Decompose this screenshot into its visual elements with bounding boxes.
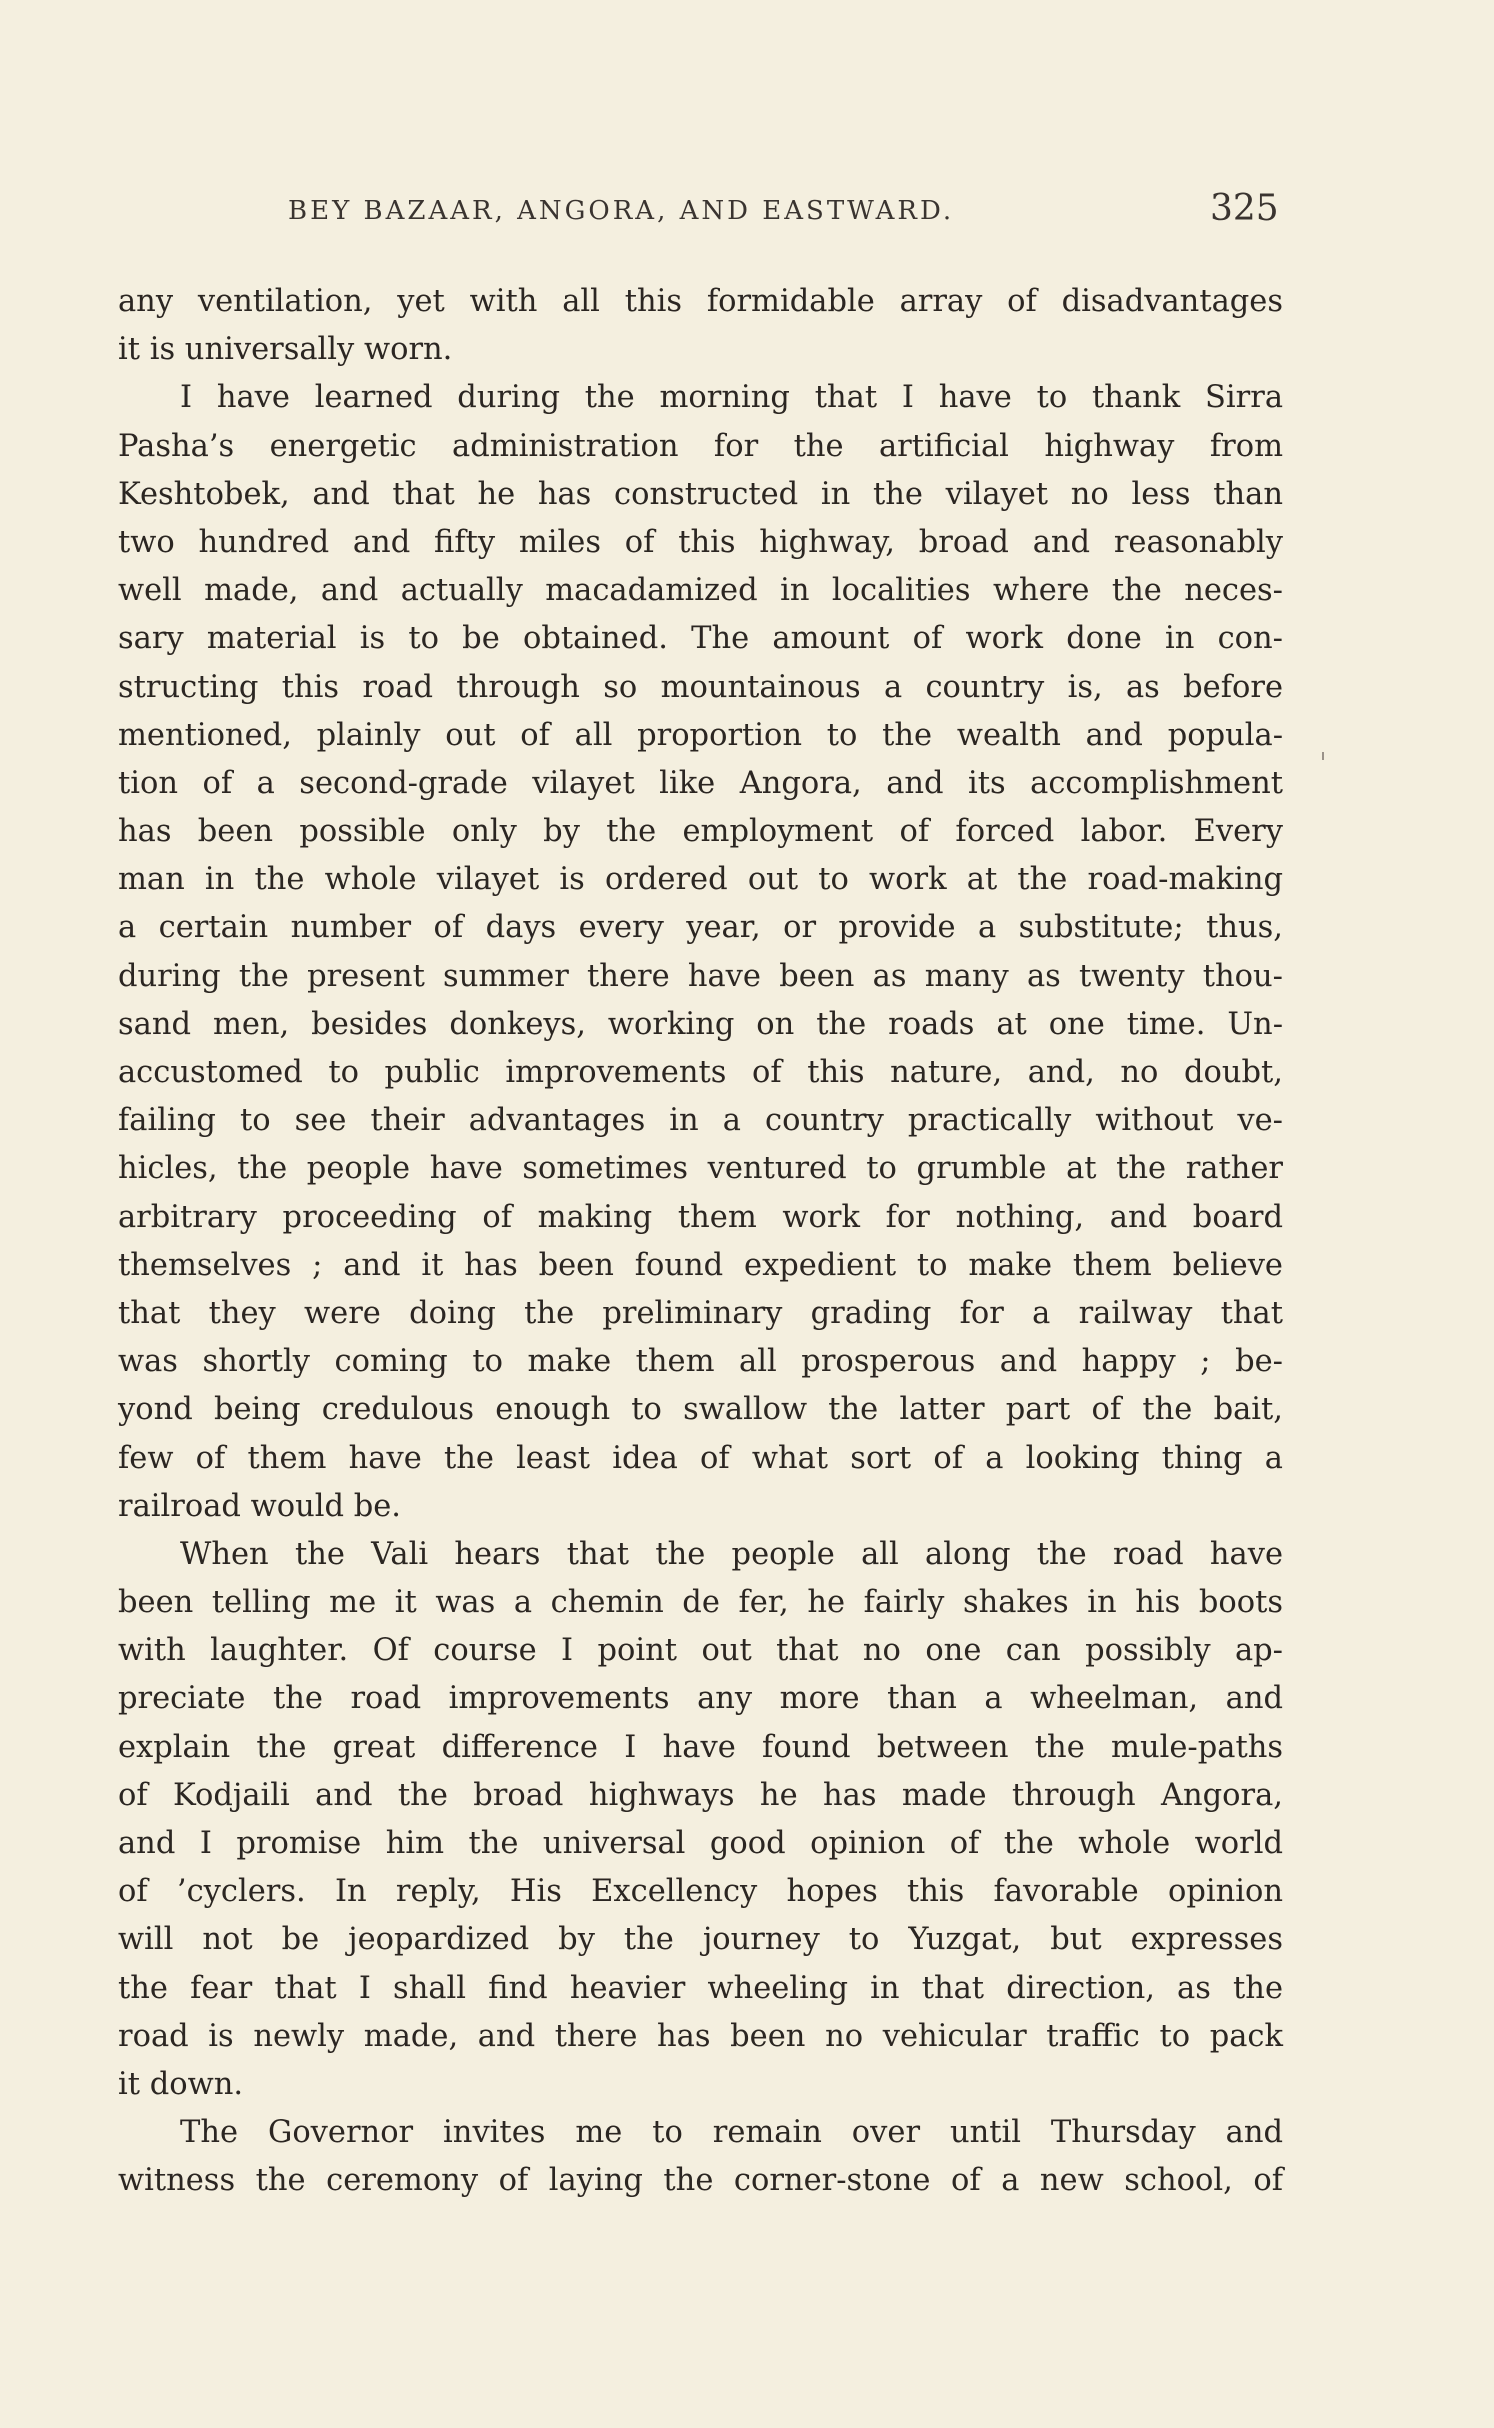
text-line: well made, and actually macadamized in localities where the neces- <box>118 573 1283 609</box>
text-line: will not be jeopardized by the journey to Yuzgat, but expresses <box>118 1922 1283 1958</box>
text-line: railroad would be. <box>118 1488 401 1524</box>
text-line: accustomed to public improvements of this nature, and, no doubt, <box>118 1055 1283 1090</box>
text-line: and I promise him the universal good opinion of the whole world <box>118 1826 1283 1861</box>
body-text <box>118 278 1283 2206</box>
text-line: The Governor invites me to remain over until Thursday and <box>180 2115 1283 2151</box>
text-line: preciate the road improvements any more than a wheelman, and <box>118 1681 1283 1717</box>
text-line: yond being credulous enough to swallow the latter part of the bait, <box>118 1392 1283 1428</box>
text-line: arbitrary proceeding of making them work for nothing, and board <box>118 1199 1283 1235</box>
text-line: sary material is to be obtained. The amount of work done in con- <box>118 621 1283 657</box>
text-line: road is newly made, and there has been no vehicular traffic to pack <box>118 2018 1283 2054</box>
text-line: man in the whole vilayet is ordered out to work at the road-making <box>118 862 1283 898</box>
text-line: with laughter. Of course I point out that no one can possibly ap- <box>118 1633 1283 1669</box>
text-line: been telling me it was a chemin de fer, he fairly shakes in his boots <box>118 1585 1283 1621</box>
text-line: hicles, the people have sometimes ventured to grumble at the rather <box>118 1151 1283 1187</box>
text-line: any ventilation, yet with all this formidable array of disadvantages <box>118 284 1283 319</box>
text-line: during the present summer there have been as many as twenty thou- <box>118 958 1283 994</box>
text-line: it down. <box>118 2066 244 2102</box>
text-line: a certain number of days every year, or provide a substitute; thus, <box>118 910 1283 946</box>
text-line: Keshtobek, and that he has constructed in the vilayet no less than <box>118 476 1283 512</box>
running-title: BEY BAZAAR, ANGORA, AND EASTWARD. <box>288 196 955 226</box>
text-line: it is universally worn. <box>118 332 453 368</box>
text-line: failing to see their advantages in a country practically without ve- <box>118 1103 1283 1139</box>
text-line: of Kodjaili and the broad highways he has made through Angora, <box>118 1777 1283 1813</box>
text-line: Pasha’s energetic administration for the artificial highway from <box>118 428 1283 464</box>
text-line: the fear that I shall find heavier wheeling in that direction, as the <box>118 1970 1283 2006</box>
text-line: themselves ; and it has been found expedient to make them believe <box>118 1247 1283 1283</box>
paper-speck <box>1322 752 1324 760</box>
text-line: When the Vali hears that the people all along the road have <box>180 1536 1283 1572</box>
text-line: was shortly coming to make them all prosperous and happy ; be- <box>118 1344 1283 1380</box>
text-line: I have learned during the morning that I have to thank Sirra <box>180 380 1283 416</box>
text-line: two hundred and fifty miles of this highway, broad and reasonably <box>118 524 1283 560</box>
text-line: structing this road through so mountainous a country is, as before <box>118 669 1283 705</box>
text-line: few of them have the least idea of what sort of a looking thing a <box>118 1440 1283 1476</box>
text-line: tion of a second-grade vilayet like Angora, and its accomplishment <box>118 765 1283 801</box>
text-line: has been possible only by the employment of forced labor. Every <box>118 814 1283 850</box>
text-line: of ’cyclers. In reply, His Excellency hopes this favorable opinion <box>118 1874 1283 1910</box>
text-line: mentioned, plainly out of all proportion to the wealth and popula- <box>118 717 1283 753</box>
text-line: witness the ceremony of laying the corner-stone of a new school, of <box>118 2163 1283 2199</box>
page-number: 325 <box>1210 188 1279 229</box>
text-line: explain the great difference I have found between the mule-paths <box>118 1729 1283 1765</box>
text-line: that they were doing the preliminary grading for a railway that <box>118 1295 1283 1331</box>
text-line: sand men, besides donkeys, working on the roads at one time. Un- <box>118 1006 1283 1042</box>
